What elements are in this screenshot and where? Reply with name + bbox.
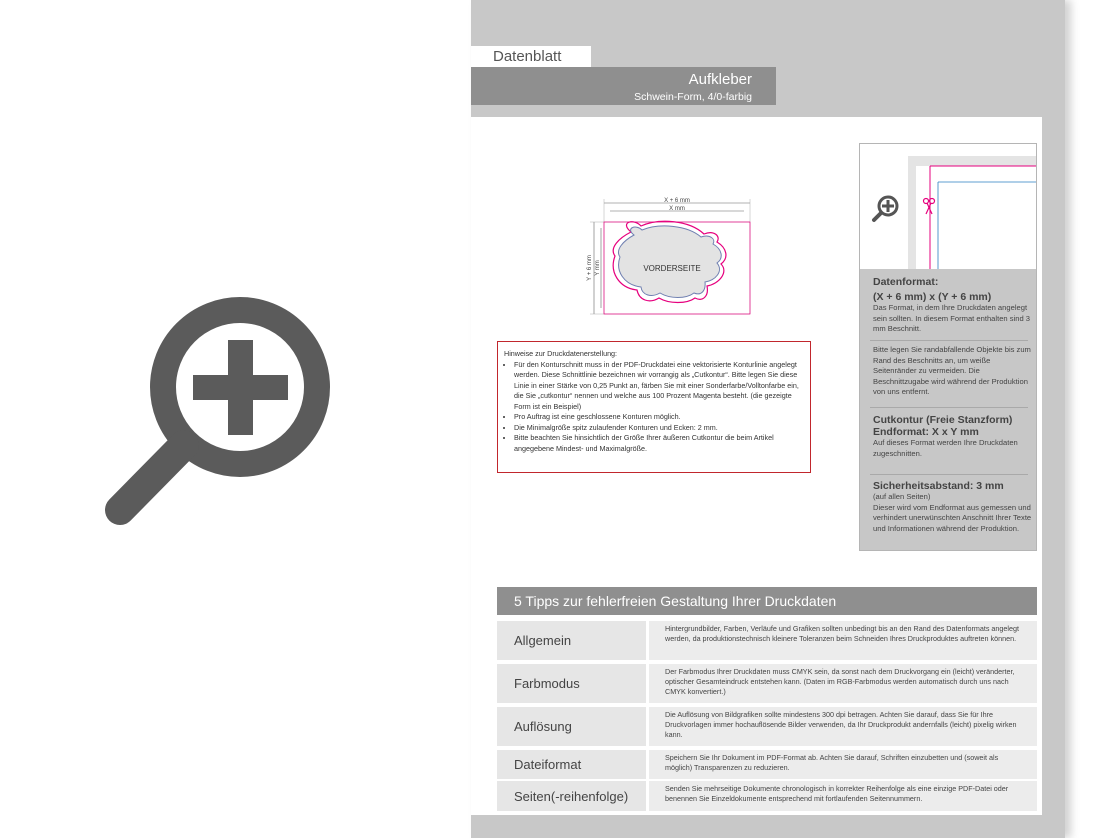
hint-item: • Pro Auftrag ist eine geschlossene Konturen möglich. bbox=[514, 412, 804, 423]
format-info-panel bbox=[859, 143, 1037, 551]
tip-text: Die Auflösung von Bildgrafiken sollte mindestens 300 dpi betragen. Achten Sie darauf, dass Sie für Ihre Druckvorlagen immer hochauflösende Bilder verwenden, da Ihr Druckprodukt andernfalls (leicht) pixelig wirken kann. bbox=[649, 707, 1037, 746]
hint-item: • Die Minimalgröße spitz zulaufender Konturen und Ecken: 2 mm. bbox=[514, 423, 804, 434]
data-format-block bbox=[873, 276, 1033, 335]
print-hints-box bbox=[497, 341, 811, 473]
tip-text: Speichern Sie Ihr Dokument im PDF-Format ab. Achten Sie darauf, Schriften einzubetten und (soweit als möglich) Transparenzen zu reduzieren. bbox=[649, 750, 1037, 779]
divider bbox=[870, 407, 1028, 408]
product-title-bar bbox=[471, 67, 776, 105]
y-outer-label: Y + 6 mm bbox=[587, 255, 593, 281]
end-format-label: Endformat: X x Y mm bbox=[873, 426, 979, 438]
cut-contour-block bbox=[873, 414, 1033, 459]
zoom-in-icon[interactable] bbox=[100, 285, 440, 550]
x-outer-label: X + 6 mm bbox=[664, 198, 690, 204]
cut-contour-title: Cutkontur (Freie Stanzform) bbox=[873, 414, 1013, 426]
tip-text: Hintergrundbilder, Farben, Verläufe und Grafiken sollten unbedingt bis an den Rand des Datenformats angelegt werden, da produktionstechnisch kleinere Toleranzen beim Schneiden Ihres Druckproduktes auftreten können. bbox=[649, 621, 1037, 660]
datasheet-label: Datenblatt bbox=[471, 46, 591, 67]
cut-contour-desc: Auf dieses Format werden Ihre Druckdaten zugeschnitten. bbox=[873, 438, 1018, 458]
tip-label: Farbmodus bbox=[497, 664, 646, 703]
data-format-value: (X + 6 mm) x (Y + 6 mm) bbox=[873, 291, 992, 303]
tip-label: Seiten(-reihenfolge) bbox=[497, 781, 646, 811]
tip-label: Auflösung bbox=[497, 707, 646, 746]
zoom-in-icon[interactable] bbox=[874, 197, 897, 220]
safety-margin-sub: (auf allen Seiten) bbox=[873, 492, 931, 501]
divider bbox=[870, 474, 1028, 475]
hint-item: • Bitte beachten Sie hinsichtlich der Größe Ihrer äußeren Cutkontur die beim Artikel angegebene Mindest- und Maximalgröße. bbox=[514, 433, 804, 454]
x-inner-label: X mm bbox=[669, 206, 685, 212]
tip-text: Senden Sie mehrseitige Dokumente chronologisch in korrekter Reihenfolge als eine einzige PDF-Datei oder benennen Sie Einzeldokumente entsprechend mit fortlaufenden Seitennummern. bbox=[649, 781, 1037, 811]
front-side-label: VORDERSEITE bbox=[643, 264, 701, 273]
bleed-block bbox=[873, 345, 1033, 398]
divider bbox=[870, 340, 1028, 341]
tip-row bbox=[497, 621, 1037, 660]
tip-label: Dateiformat bbox=[497, 750, 646, 779]
datasheet-page bbox=[471, 0, 1065, 838]
hint-item: • Für den Konturschnitt muss in der PDF-Druckdatei eine vektorisierte Konturlinie angelegt werden. Diese Schnittlinie bezeichnen wir vorrangig als „Cutkontur“. Bitte legen Sie diese Linie in einer Stärke von 0,25 Punkt an, färben Sie mit einer Sonderfarbe/Volltonfarbe ein, die Sie „cutkontur“ nennen und welche aus 100 Prozent Magenta besteht. (die gezeigte Form ist ein Beispiel) bbox=[514, 360, 804, 413]
safety-margin-title: Sicherheitsabstand: 3 mm bbox=[873, 480, 1004, 492]
data-format-desc: Das Format, in dem Ihre Druckdaten angelegt sein sollten. In diesem Format enthalten sind 3 mm Beschnitt. bbox=[873, 303, 1031, 333]
pig-shape-diagram bbox=[579, 192, 779, 317]
tip-label: Allgemein bbox=[497, 621, 646, 660]
footer-band bbox=[471, 815, 1065, 838]
tip-row bbox=[497, 750, 1037, 779]
tip-row bbox=[497, 707, 1037, 746]
format-preview bbox=[860, 144, 1036, 269]
product-subtitle: Schwein-Form, 4/0-farbig bbox=[634, 91, 752, 103]
bleed-desc: Bitte legen Sie randabfallende Objekte bis zum Rand des Beschnitts an, um weiße Seitenränder zu vermeiden. Die Beschnittzugabe wird während der Produktion von uns entfernt. bbox=[873, 345, 1031, 396]
product-title: Aufkleber bbox=[688, 71, 752, 88]
hints-title: Hinweise zur Druckdatenerstellung: bbox=[504, 349, 618, 358]
hints-list bbox=[504, 360, 804, 455]
page-margin-strip bbox=[1042, 117, 1065, 838]
safety-margin-block bbox=[873, 480, 1033, 534]
data-format-title: Datenformat: bbox=[873, 276, 939, 288]
y-inner-label: Y mm bbox=[595, 260, 601, 276]
safety-margin-desc: Dieser wird vom Endformat aus gemessen und verhindert unerwünschten Anschnitt Ihrer Texte und Informationen während der Produktion. bbox=[873, 502, 1032, 533]
tips-heading: 5 Tipps zur fehlerfreien Gestaltung Ihrer Druckdaten bbox=[497, 587, 1037, 615]
tip-text: Der Farbmodus Ihrer Druckdaten muss CMYK sein, da sonst nach dem Druckvorgang ein (leicht) veränderter, optischer Gesamteindruck entstehen kann. (Daten im RGB-Farbmodus werden automatisch durch uns nach CMYK konvertiert.) bbox=[649, 664, 1037, 703]
tip-row bbox=[497, 781, 1037, 811]
format-preview-graphic bbox=[860, 144, 1036, 269]
tip-row bbox=[497, 664, 1037, 703]
